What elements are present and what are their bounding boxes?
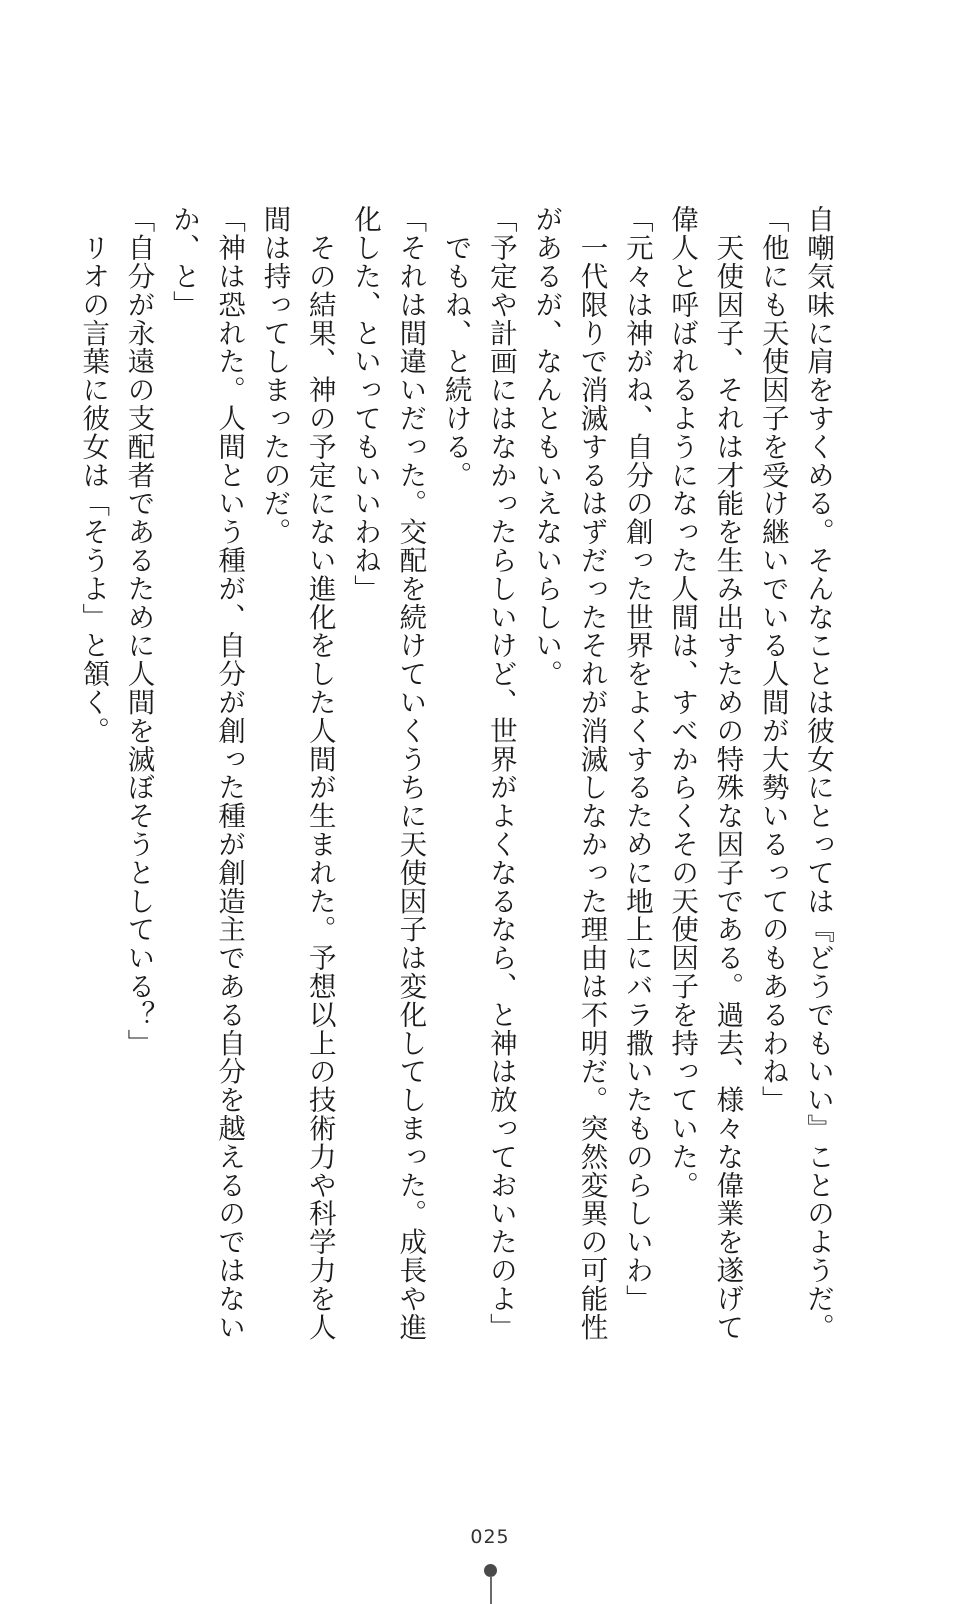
text-line: 天使因子、それは才能を生み出すための特殊な因子である。過去、様々な偉業を遂げて: [711, 205, 744, 1341]
vertical-text-body: [70, 205, 840, 1341]
text-line: その結果、神の予定にない進化をした人間が生まれた。予想以上の技術力や科学力を人: [303, 205, 336, 1341]
text-line: 「神は恐れた。人間という種が、自分が創った種が創造主である自分を越えるのではない: [213, 205, 246, 1341]
text-line: 化した、といってもいいわね」: [349, 205, 382, 603]
page-marker-line: [490, 1576, 492, 1604]
text-line: か、と」: [167, 205, 200, 319]
text-line: 一代限りで消滅するはずだったそれが消滅しなかった理由は不明だ。突然変異の可能性: [575, 205, 608, 1341]
text-line: でもね、と続ける。: [439, 205, 472, 489]
text-line: 自嘲気味に肩をすくめる。そんなことは彼女にとっては『どうでもいい』ことのようだ。: [802, 205, 834, 1341]
text-line: 間は持ってしまったのだ。: [258, 205, 291, 546]
text-line: 偉人と呼ばれるようになった人間は、すべからくその天使因子を持っていた。: [666, 205, 699, 1199]
text-line: 「元々は神がね、自分の創った世界をよくするために地上にバラ撒いたものらしいわ」: [620, 205, 653, 1313]
text-line: 「それは間違いだった。交配を続けていくうちに天使因子は変化してしまった。成長や進: [394, 205, 427, 1341]
text-line: 「予定や計画にはなかったらしいけど、世界がよくなるなら、と神は放っておいたのよ」: [484, 205, 517, 1341]
text-line: 「自分が永遠の支配者であるために人間を滅ぼそうとしている？」: [122, 205, 155, 1057]
text-line: リオの言葉に彼女は「そうよ」と頷く。: [77, 205, 110, 745]
text-line: 「他にも天使因子を受け継いでいる人間が大勢いるってのもあるわね」: [756, 205, 789, 1114]
page-number: 025: [470, 1526, 510, 1548]
text-line: があるが、なんともいえないらしい。: [530, 205, 563, 688]
